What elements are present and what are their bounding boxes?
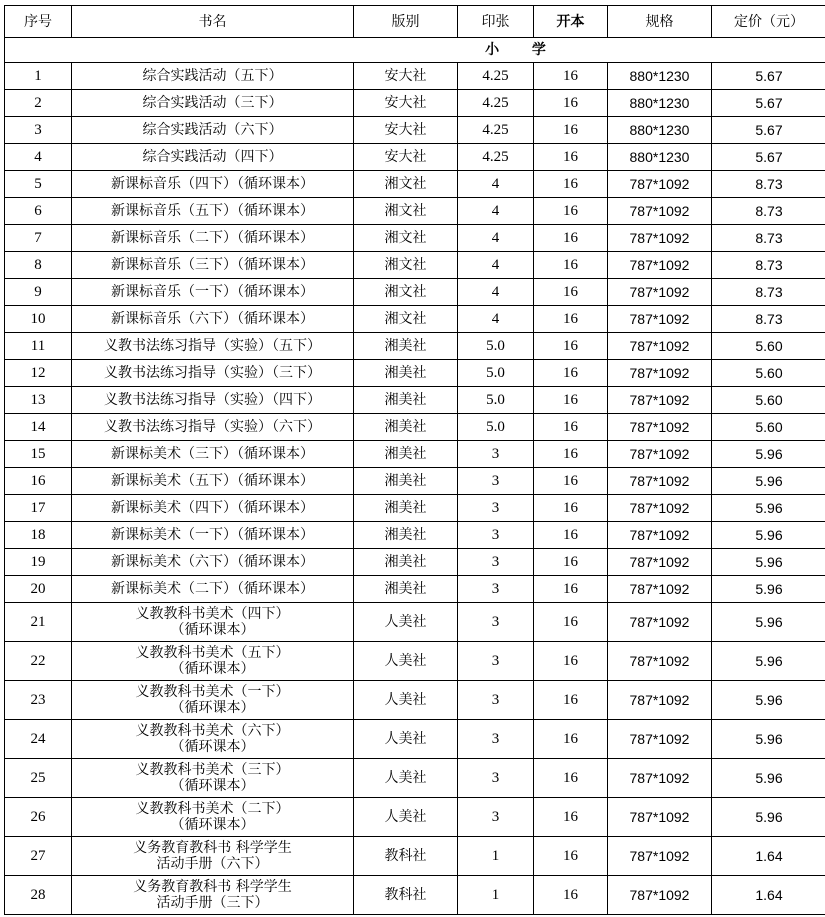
cell-spec: 787*1092 [608, 876, 712, 915]
cell-sheets: 3 [458, 798, 534, 837]
cell-format: 16 [534, 198, 608, 225]
cell-price: 5.96 [712, 603, 825, 642]
title-line: 新课标美术（六下）（循环课本） [111, 554, 314, 570]
cell-title [72, 198, 354, 225]
cell-no: 12 [5, 360, 72, 387]
table-row [5, 522, 825, 549]
cell-title [72, 495, 354, 522]
cell-price: 5.67 [712, 144, 825, 171]
cell-sheets: 4 [458, 306, 534, 333]
title-line: 义教教科书美术（三下） [135, 762, 290, 778]
cell-no: 13 [5, 387, 72, 414]
cell-format: 16 [534, 225, 608, 252]
cell-publisher: 湘文社 [354, 225, 458, 252]
cell-title [72, 63, 354, 90]
cell-title [72, 441, 354, 468]
cell-price: 5.60 [712, 414, 825, 441]
cell-sheets: 5.0 [458, 333, 534, 360]
cell-sheets: 3 [458, 642, 534, 681]
cell-format: 16 [534, 642, 608, 681]
cell-spec: 787*1092 [608, 387, 712, 414]
cell-spec: 880*1230 [608, 63, 712, 90]
cell-format: 16 [534, 63, 608, 90]
cell-price: 8.73 [712, 198, 825, 225]
cell-format: 16 [534, 441, 608, 468]
cell-sheets: 3 [458, 468, 534, 495]
header-no: 序号 [5, 6, 72, 38]
cell-spec: 880*1230 [608, 117, 712, 144]
table-row [5, 198, 825, 225]
title-line: 义教书法练习指导（实验）（五下） [104, 338, 321, 354]
cell-title [72, 333, 354, 360]
table-row [5, 441, 825, 468]
cell-spec: 787*1092 [608, 798, 712, 837]
cell-sheets: 4.25 [458, 90, 534, 117]
cell-price: 1.64 [712, 876, 825, 915]
cell-price: 8.73 [712, 252, 825, 279]
cell-price: 5.96 [712, 576, 825, 603]
cell-price: 5.60 [712, 333, 825, 360]
table-row [5, 876, 825, 915]
cell-sheets: 5.0 [458, 387, 534, 414]
cell-spec: 787*1092 [608, 198, 712, 225]
cell-sheets: 4.25 [458, 144, 534, 171]
cell-format: 16 [534, 144, 608, 171]
cell-spec: 880*1230 [608, 144, 712, 171]
cell-format: 16 [534, 360, 608, 387]
cell-price: 5.96 [712, 549, 825, 576]
cell-price: 5.67 [712, 63, 825, 90]
cell-title [72, 171, 354, 198]
table-row [5, 144, 825, 171]
cell-spec: 787*1092 [608, 225, 712, 252]
cell-publisher: 人美社 [354, 798, 458, 837]
cell-spec: 787*1092 [608, 360, 712, 387]
cell-no: 26 [5, 798, 72, 837]
cell-title [72, 576, 354, 603]
title-line: 义教书法练习指导（实验）（六下） [104, 419, 321, 435]
cell-no: 25 [5, 759, 72, 798]
cell-no: 9 [5, 279, 72, 306]
cell-format: 16 [534, 279, 608, 306]
cell-publisher: 湘美社 [354, 441, 458, 468]
title-line: 义教教科书美术（一下） [135, 684, 290, 700]
cell-publisher: 湘美社 [354, 495, 458, 522]
title-line: 义务教育教科书 科学学生 [133, 840, 292, 856]
cell-title [72, 414, 354, 441]
title-line: 综合实践活动（三下） [142, 95, 283, 111]
cell-sheets: 1 [458, 837, 534, 876]
cell-sheets: 3 [458, 759, 534, 798]
cell-spec: 787*1092 [608, 576, 712, 603]
cell-no: 5 [5, 171, 72, 198]
title-line: （循环课本） [170, 661, 255, 677]
cell-price: 8.73 [712, 171, 825, 198]
cell-format: 16 [534, 837, 608, 876]
cell-sheets: 3 [458, 522, 534, 549]
title-line: 义教书法练习指导（实验）（四下） [104, 392, 321, 408]
cell-sheets: 3 [458, 441, 534, 468]
title-line: 新课标美术（五下）（循环课本） [111, 473, 314, 489]
cell-format: 16 [534, 90, 608, 117]
cell-spec: 787*1092 [608, 468, 712, 495]
cell-spec: 787*1092 [608, 642, 712, 681]
cell-format: 16 [534, 495, 608, 522]
cell-spec: 880*1230 [608, 90, 712, 117]
cell-price: 5.60 [712, 387, 825, 414]
cell-price: 8.73 [712, 279, 825, 306]
cell-publisher: 湘美社 [354, 468, 458, 495]
cell-spec: 787*1092 [608, 549, 712, 576]
cell-publisher: 人美社 [354, 759, 458, 798]
cell-format: 16 [534, 414, 608, 441]
cell-title [72, 522, 354, 549]
cell-format: 16 [534, 876, 608, 915]
section-title: 小 学 [485, 42, 560, 58]
title-line: 义教教科书美术（六下） [135, 723, 290, 739]
table-row [5, 252, 825, 279]
cell-sheets: 3 [458, 720, 534, 759]
cell-format: 16 [534, 759, 608, 798]
cell-no: 21 [5, 603, 72, 642]
cell-format: 16 [534, 522, 608, 549]
cell-title [72, 360, 354, 387]
cell-no: 17 [5, 495, 72, 522]
cell-no: 15 [5, 441, 72, 468]
title-line: 新课标音乐（六下）（循环课本） [111, 311, 314, 327]
cell-format: 16 [534, 603, 608, 642]
cell-price: 5.96 [712, 441, 825, 468]
title-line: （循环课本） [170, 622, 255, 638]
cell-sheets: 3 [458, 495, 534, 522]
cell-title [72, 90, 354, 117]
cell-no: 8 [5, 252, 72, 279]
cell-title [72, 603, 354, 642]
table-row [5, 603, 825, 642]
title-line: 新课标音乐（五下）（循环课本） [111, 203, 314, 219]
title-line: 新课标音乐（二下）（循环课本） [111, 230, 314, 246]
cell-spec: 787*1092 [608, 333, 712, 360]
cell-no: 24 [5, 720, 72, 759]
title-line: 义教教科书美术（四下） [135, 606, 290, 622]
table-row [5, 414, 825, 441]
cell-sheets: 4.25 [458, 117, 534, 144]
header-sheets: 印张 [458, 6, 534, 38]
cell-spec: 787*1092 [608, 252, 712, 279]
cell-title [72, 252, 354, 279]
cell-no: 18 [5, 522, 72, 549]
cell-spec: 787*1092 [608, 603, 712, 642]
cell-format: 16 [534, 387, 608, 414]
title-line: （循环课本） [170, 817, 255, 833]
cell-price: 5.96 [712, 522, 825, 549]
cell-format: 16 [534, 333, 608, 360]
cell-title [72, 279, 354, 306]
title-line: 新课标美术（三下）（循环课本） [111, 446, 314, 462]
title-line: 新课标美术（二下）（循环课本） [111, 581, 314, 597]
cell-no: 14 [5, 414, 72, 441]
title-line: 活动手册（三下） [156, 895, 269, 911]
section-cell [5, 38, 825, 63]
cell-publisher: 教科社 [354, 876, 458, 915]
cell-no: 1 [5, 63, 72, 90]
cell-sheets: 5.0 [458, 414, 534, 441]
cell-price: 5.67 [712, 117, 825, 144]
title-line: 活动手册（六下） [156, 856, 269, 872]
cell-no: 28 [5, 876, 72, 915]
cell-sheets: 3 [458, 681, 534, 720]
cell-title [72, 225, 354, 252]
cell-format: 16 [534, 681, 608, 720]
cell-publisher: 湘美社 [354, 333, 458, 360]
cell-price: 5.96 [712, 495, 825, 522]
cell-spec: 787*1092 [608, 522, 712, 549]
title-line: 综合实践活动（五下） [142, 68, 283, 84]
cell-no: 6 [5, 198, 72, 225]
cell-sheets: 1 [458, 876, 534, 915]
cell-publisher: 湘文社 [354, 252, 458, 279]
cell-price: 5.60 [712, 360, 825, 387]
table-row [5, 720, 825, 759]
cell-spec: 787*1092 [608, 720, 712, 759]
table-row [5, 63, 825, 90]
cell-sheets: 4 [458, 279, 534, 306]
cell-no: 22 [5, 642, 72, 681]
table-row [5, 495, 825, 522]
cell-title [72, 117, 354, 144]
cell-publisher: 湘文社 [354, 171, 458, 198]
cell-price: 8.73 [712, 225, 825, 252]
cell-format: 16 [534, 117, 608, 144]
cell-publisher: 湘美社 [354, 522, 458, 549]
cell-title [72, 642, 354, 681]
cell-spec: 787*1092 [608, 279, 712, 306]
title-line: 义教教科书美术（五下） [135, 645, 290, 661]
cell-spec: 787*1092 [608, 837, 712, 876]
cell-no: 2 [5, 90, 72, 117]
table-row [5, 576, 825, 603]
cell-spec: 787*1092 [608, 171, 712, 198]
cell-no: 3 [5, 117, 72, 144]
table-row [5, 225, 825, 252]
section-row [5, 38, 825, 63]
cell-title [72, 549, 354, 576]
header-row [5, 6, 825, 38]
cell-sheets: 5.0 [458, 360, 534, 387]
cell-no: 19 [5, 549, 72, 576]
cell-price: 5.96 [712, 468, 825, 495]
cell-title [72, 306, 354, 333]
cell-title [72, 798, 354, 837]
title-line: 综合实践活动（六下） [142, 122, 283, 138]
cell-publisher: 人美社 [354, 720, 458, 759]
title-line: 义教教科书美术（二下） [135, 801, 290, 817]
cell-title [72, 876, 354, 915]
cell-price: 5.96 [712, 720, 825, 759]
book-price-table [4, 5, 825, 915]
cell-no: 11 [5, 333, 72, 360]
title-line: 新课标美术（四下）（循环课本） [111, 500, 314, 516]
cell-title [72, 387, 354, 414]
title-line: （循环课本） [170, 700, 255, 716]
cell-no: 4 [5, 144, 72, 171]
cell-no: 16 [5, 468, 72, 495]
cell-price: 5.67 [712, 90, 825, 117]
cell-publisher: 湘文社 [354, 279, 458, 306]
cell-publisher: 安大社 [354, 117, 458, 144]
cell-format: 16 [534, 252, 608, 279]
title-line: （循环课本） [170, 739, 255, 755]
cell-format: 16 [534, 306, 608, 333]
cell-price: 5.96 [712, 798, 825, 837]
cell-price: 5.96 [712, 681, 825, 720]
title-line: 新课标音乐（一下）（循环课本） [111, 284, 314, 300]
cell-sheets: 4 [458, 252, 534, 279]
cell-sheets: 4 [458, 225, 534, 252]
cell-spec: 787*1092 [608, 306, 712, 333]
cell-publisher: 人美社 [354, 642, 458, 681]
cell-spec: 787*1092 [608, 495, 712, 522]
header-format: 开本 [534, 6, 608, 38]
table-row [5, 171, 825, 198]
table-row [5, 798, 825, 837]
table-row [5, 549, 825, 576]
cell-no: 23 [5, 681, 72, 720]
cell-format: 16 [534, 720, 608, 759]
cell-publisher: 安大社 [354, 144, 458, 171]
cell-format: 16 [534, 549, 608, 576]
cell-format: 16 [534, 798, 608, 837]
cell-publisher: 湘美社 [354, 414, 458, 441]
cell-no: 10 [5, 306, 72, 333]
table-row [5, 468, 825, 495]
table-row [5, 279, 825, 306]
title-line: 新课标音乐（三下）（循环课本） [111, 257, 314, 273]
cell-publisher: 湘美社 [354, 360, 458, 387]
cell-price: 8.73 [712, 306, 825, 333]
table-row [5, 90, 825, 117]
cell-publisher: 人美社 [354, 603, 458, 642]
table-row [5, 117, 825, 144]
cell-publisher: 湘美社 [354, 387, 458, 414]
table-row [5, 681, 825, 720]
header-publisher: 版别 [354, 6, 458, 38]
cell-publisher: 人美社 [354, 681, 458, 720]
title-line: 义务教育教科书 科学学生 [133, 879, 292, 895]
cell-format: 16 [534, 576, 608, 603]
cell-format: 16 [534, 468, 608, 495]
cell-sheets: 4 [458, 171, 534, 198]
cell-title [72, 468, 354, 495]
cell-no: 7 [5, 225, 72, 252]
cell-no: 20 [5, 576, 72, 603]
cell-sheets: 4 [458, 198, 534, 225]
table-row [5, 642, 825, 681]
cell-publisher: 安大社 [354, 63, 458, 90]
cell-title [72, 681, 354, 720]
cell-publisher: 湘文社 [354, 198, 458, 225]
cell-title [72, 144, 354, 171]
cell-sheets: 3 [458, 576, 534, 603]
cell-spec: 787*1092 [608, 681, 712, 720]
cell-sheets: 3 [458, 549, 534, 576]
table-row [5, 360, 825, 387]
cell-sheets: 3 [458, 603, 534, 642]
cell-no: 27 [5, 837, 72, 876]
cell-publisher: 湘美社 [354, 576, 458, 603]
title-line: 新课标音乐（四下）（循环课本） [111, 176, 314, 192]
table-row [5, 837, 825, 876]
cell-price: 5.96 [712, 759, 825, 798]
cell-price: 5.96 [712, 642, 825, 681]
table-row [5, 333, 825, 360]
title-line: 义教书法练习指导（实验）（三下） [104, 365, 321, 381]
cell-publisher: 湘文社 [354, 306, 458, 333]
cell-spec: 787*1092 [608, 759, 712, 798]
table-row [5, 306, 825, 333]
cell-publisher: 安大社 [354, 90, 458, 117]
header-price: 定价（元） [712, 6, 825, 38]
cell-spec: 787*1092 [608, 441, 712, 468]
table-row [5, 759, 825, 798]
title-line: 新课标美术（一下）（循环课本） [111, 527, 314, 543]
title-line: 综合实践活动（四下） [142, 149, 283, 165]
header-spec: 规格 [608, 6, 712, 38]
cell-title [72, 720, 354, 759]
cell-title [72, 759, 354, 798]
cell-sheets: 4.25 [458, 63, 534, 90]
cell-spec: 787*1092 [608, 414, 712, 441]
table-row [5, 387, 825, 414]
header-title: 书名 [72, 6, 354, 38]
cell-publisher: 湘美社 [354, 549, 458, 576]
title-line: （循环课本） [170, 778, 255, 794]
cell-format: 16 [534, 171, 608, 198]
cell-price: 1.64 [712, 837, 825, 876]
cell-title [72, 837, 354, 876]
cell-publisher: 教科社 [354, 837, 458, 876]
